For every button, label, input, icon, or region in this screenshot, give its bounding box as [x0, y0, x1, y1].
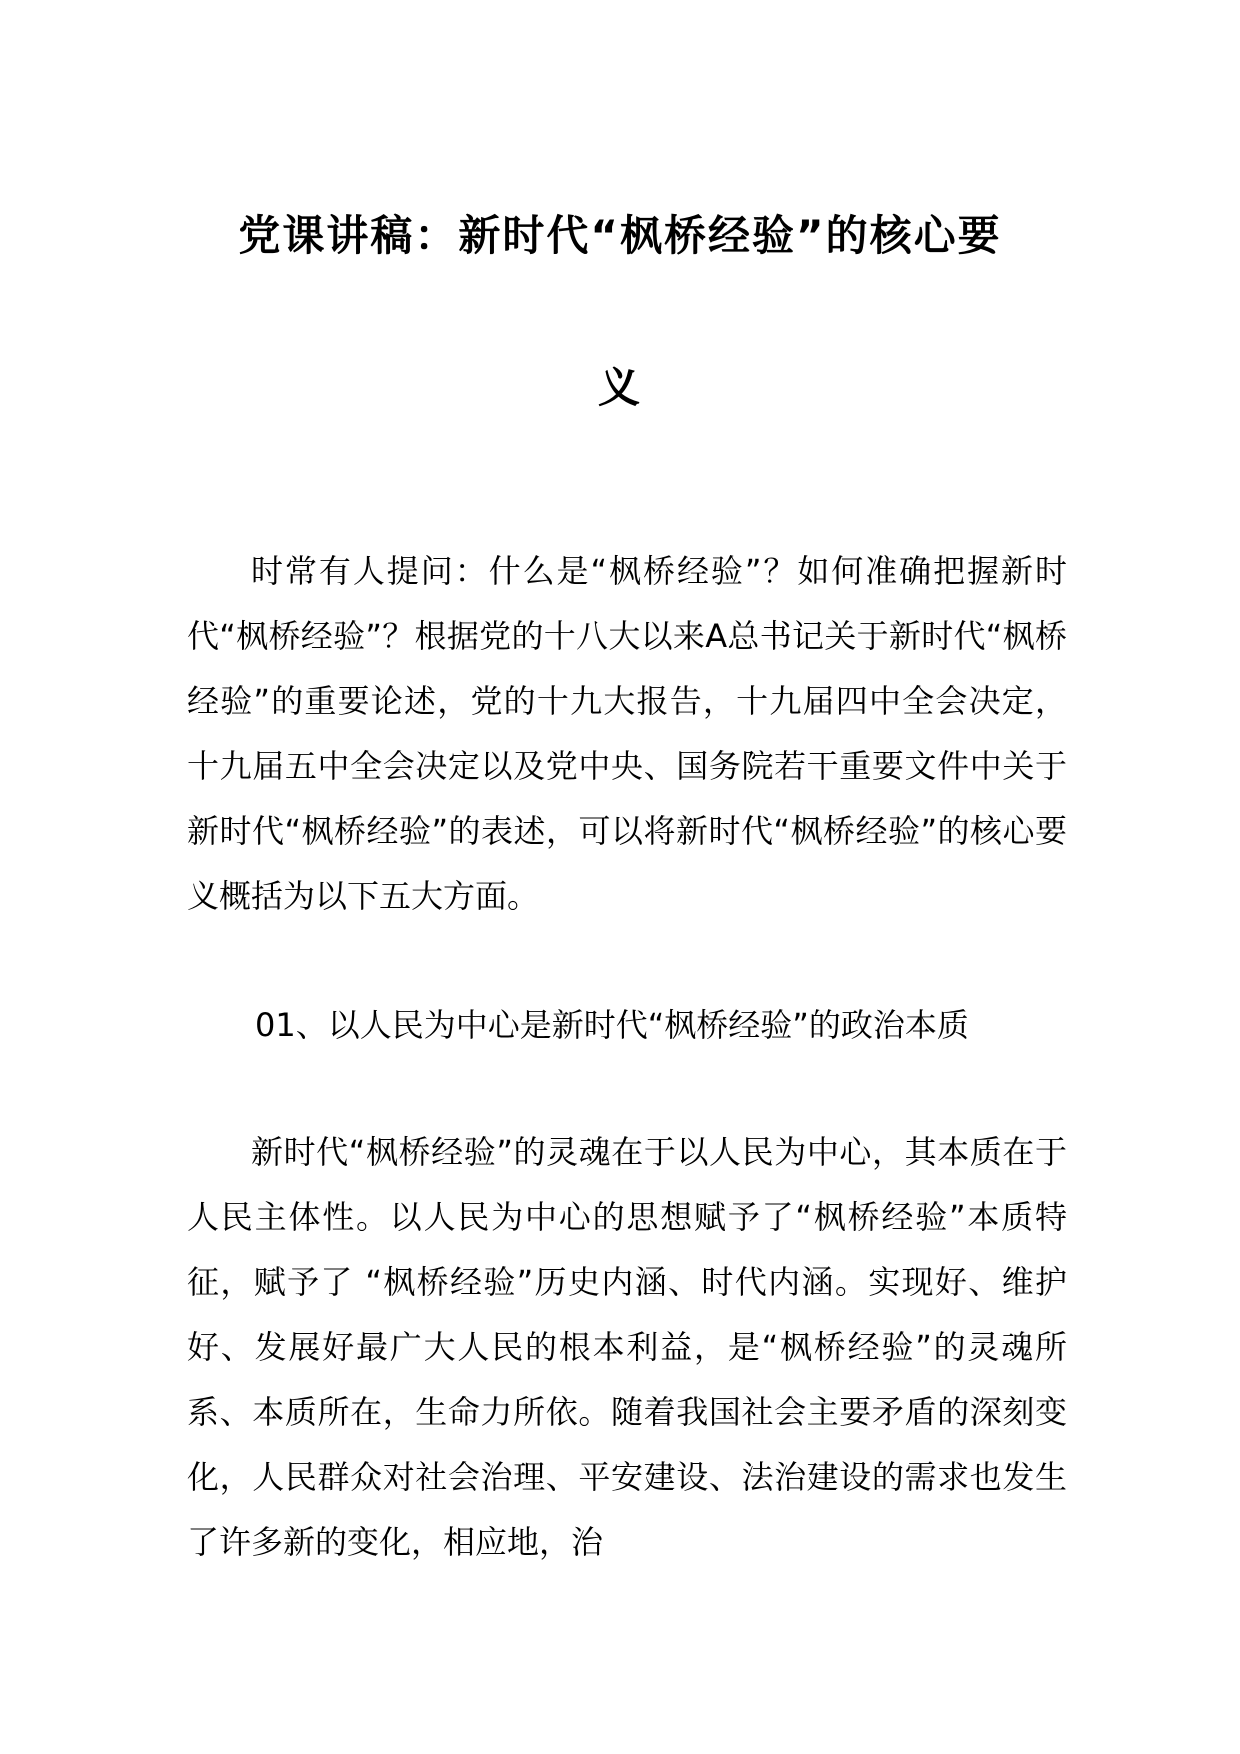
section-1-paragraph: 新时代“枫桥经验”的灵魂在于以人民为中心，其本质在于人民主体性。以人民为中心的思想赋予了“枫桥经验”本质特征，赋予了 “枫桥经验”历史内涵、时代内涵。实现好、维护好、发展好最广大人民的根本利益，是“枫桥经验”的灵魂所系、本质所在，生命力所依。随着我国社会主要矛盾的深刻变化，人民群众对社会治理、平安建设、法治建设的需求也发生了许多新的变化，相应地，治 — [187, 1133, 1067, 1561]
document-title-line-1: 党课讲稿：新时代“枫桥经验”的核心要 — [238, 211, 1002, 260]
intro-paragraph: 时常有人提问：什么是“枫桥经验”？如何准确把握新时代“枫桥经验”？根据党的十八大以来A总书记关于新时代“枫桥经验”的重要论述，党的十九大报告，十九届四中全会决定，十九届五中全会决定以及党中央、国务院若干重要文件中关于新时代“枫桥经验”的表述，可以将新时代“枫桥经验”的核心要义概括为以下五大方面。 — [187, 552, 1067, 915]
section-1-heading: 01、以人民为中心是新时代“枫桥经验”的政治本质 — [255, 1006, 969, 1044]
document-title-line-2: 义 — [597, 363, 642, 412]
